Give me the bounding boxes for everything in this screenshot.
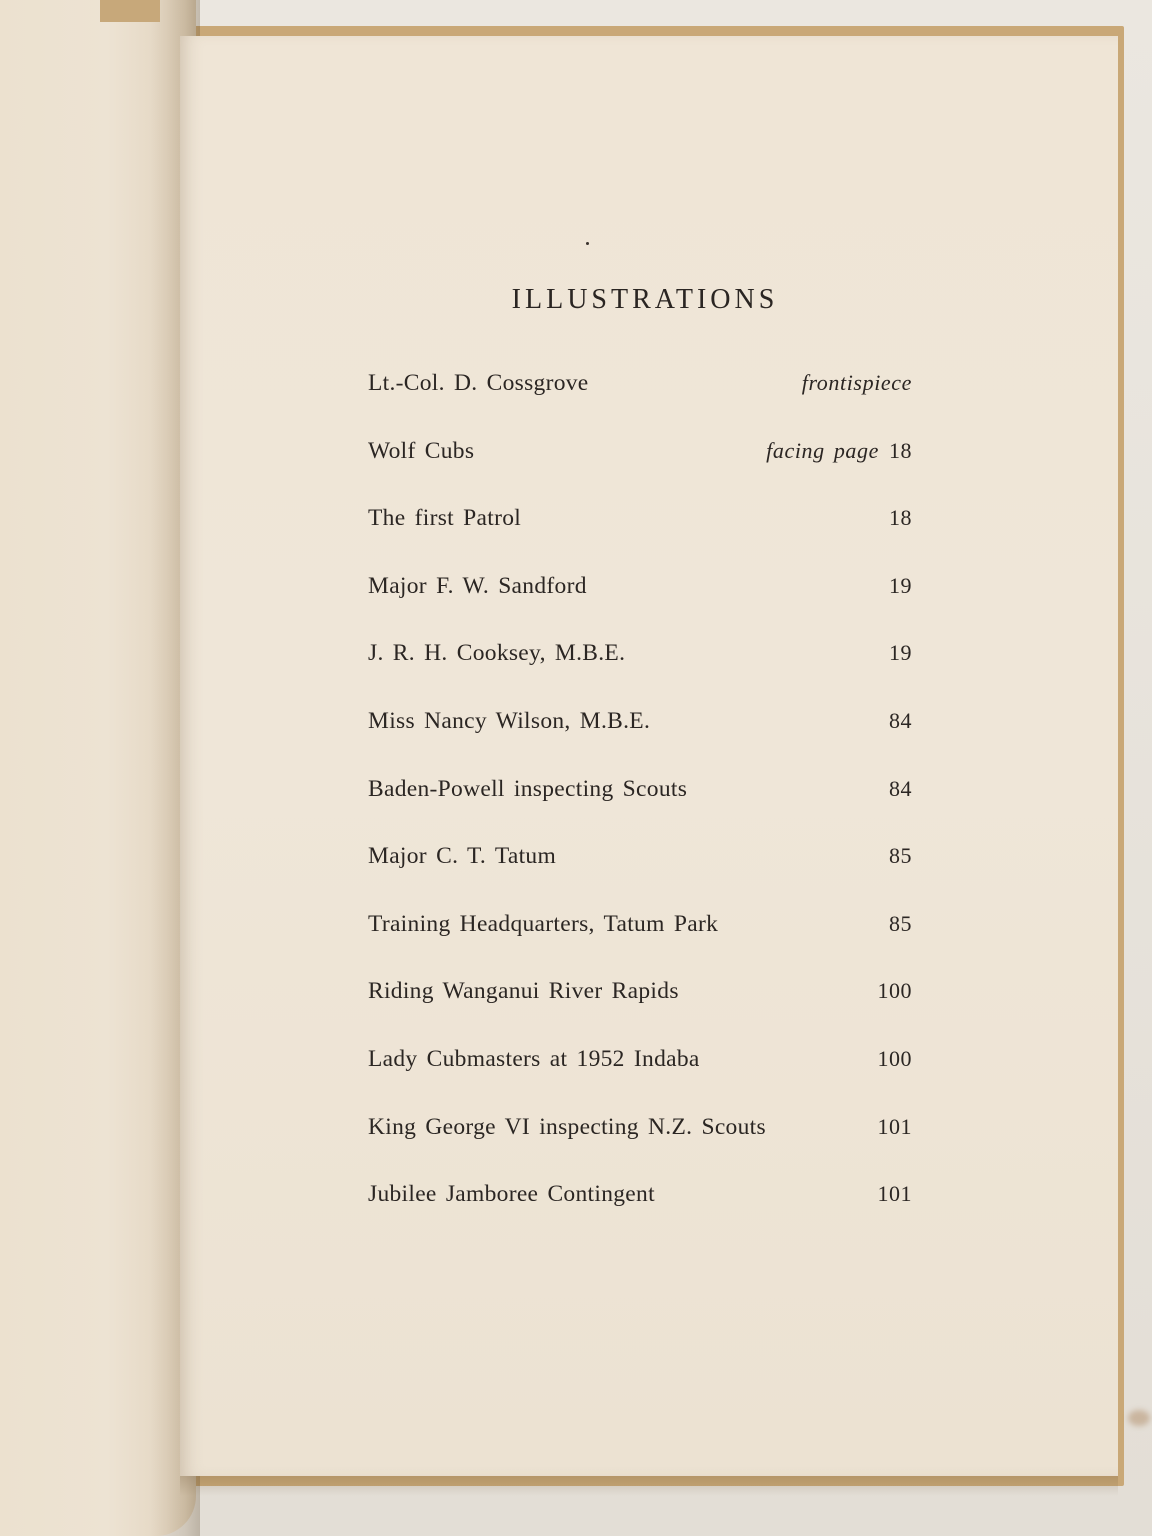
entry-page-number: 18	[889, 505, 912, 531]
entry-page-number: 100	[877, 978, 912, 1004]
entry-page-number: 101	[877, 1181, 912, 1207]
entry-title: Jubilee Jamboree Contingent	[368, 1181, 655, 1208]
entry-title: Riding Wanganui River Rapids	[368, 978, 679, 1005]
list-item	[368, 438, 912, 506]
entry-title: Major C. T. Tatum	[368, 843, 557, 870]
entry-page-number: 84	[889, 707, 912, 733]
paper-stain	[1128, 1410, 1150, 1426]
list-item	[368, 1046, 912, 1114]
entry-title: Wolf Cubs	[368, 437, 475, 464]
entry-title: Major F. W. Sandford	[368, 572, 587, 599]
entry-page-number: 19	[889, 572, 912, 598]
entry-title: King George VI inspecting N.Z. Scouts	[368, 1113, 766, 1140]
list-item	[368, 573, 912, 641]
entry-page-ref	[802, 370, 912, 396]
entry-page-number: 101	[877, 1113, 912, 1139]
entry-title: J. R. H. Cooksey, M.B.E.	[368, 640, 626, 667]
entry-page-number: 85	[889, 843, 912, 869]
right-page	[180, 36, 1118, 1476]
entry-title: Miss Nancy Wilson, M.B.E.	[368, 707, 651, 734]
list-item	[368, 708, 912, 776]
entry-title: Baden-Powell inspecting Scouts	[368, 775, 688, 802]
list-item	[368, 370, 912, 438]
entry-title: Training Headquarters, Tatum Park	[368, 910, 719, 937]
cover-corner	[100, 0, 160, 22]
entry-page-number: 85	[889, 910, 912, 936]
entry-title: Lady Cubmasters at 1952 Indaba	[368, 1045, 700, 1072]
entry-title: Lt.-Col. D. Cossgrove	[368, 370, 589, 396]
list-item	[368, 1181, 912, 1249]
list-item	[368, 505, 912, 573]
ink-speck	[586, 242, 589, 245]
entry-page-number: 18	[889, 437, 912, 463]
page-heading: ILLUSTRATIONS	[511, 284, 779, 315]
page-bottom-shadow	[180, 1476, 1118, 1496]
entry-label: frontispiece	[801, 370, 912, 395]
list-item	[368, 978, 912, 1046]
entry-page-number: 19	[889, 640, 912, 666]
entry-page-ref	[766, 438, 912, 464]
illustrations-list	[368, 370, 912, 1249]
list-item	[368, 640, 912, 708]
entry-page-number: 100	[877, 1045, 912, 1071]
entry-page-number: 84	[889, 775, 912, 801]
list-item	[368, 1114, 912, 1182]
list-item	[368, 911, 912, 979]
entry-title: The first Patrol	[368, 505, 522, 532]
list-item	[368, 843, 912, 911]
entry-label: facing page	[766, 437, 879, 463]
list-item	[368, 776, 912, 844]
